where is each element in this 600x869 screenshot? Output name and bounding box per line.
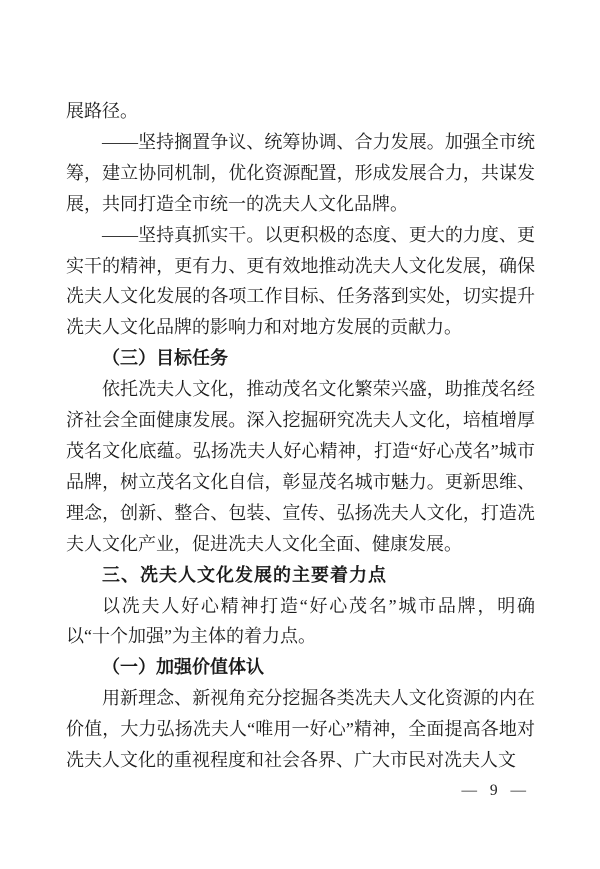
paragraph-principle-pragmatism: ——坚持真抓实干。以更积极的态度、更大的力度、更实干的精神，更有力、更有效地推动冼夫人文化发展，确保冼夫人文化发展的各项工作目标、任务落到实处，切实提升冼夫人文化品牌的影响力和对地方发展的贡献力。 bbox=[66, 224, 535, 338]
paragraph-principle-coordination: ——坚持搁置争议、统筹协调、合力发展。加强全市统筹，建立协同机制，优化资源配置，形成发展合力，共谋发展，共同打造全市统一的冼夫人文化品牌。 bbox=[66, 131, 535, 214]
paragraph-value-recognition-body: 用新理念、新视角充分挖掘各类冼夫人文化资源的内在价值，大力弘扬冼夫人“唯用一好心”精神，全面提高各地对冼夫人文化的重视程度和社会各界、广大市民对冼夫人文 bbox=[66, 688, 535, 771]
subheading-goals-tasks: （三）目标任务 bbox=[102, 348, 228, 369]
document-text-block bbox=[66, 96, 535, 776]
heading-section-three: 三、冼夫人文化发展的主要着力点 bbox=[102, 564, 387, 585]
page-number: — 9 — bbox=[461, 782, 526, 799]
paragraph-continuation: 展路径。 bbox=[66, 101, 138, 121]
subheading-value-recognition: （一）加强价值体认 bbox=[102, 657, 264, 678]
paragraph-goals-tasks-body: 依托冼夫人文化，推动茂名文化繁荣兴盛，助推茂名经济社会全面健康发展。深入挖掘研究冼夫人文化，培植增厚茂名文化底蕴。弘扬冼夫人好心精神，打造“好心茂名”城市品牌，树立茂名文化自信，彰显茂名城市魅力。更新思维、理念，创新、整合、包装、宣传、弘扬冼夫人文化，打造冼夫人文化产业，促进冼夫人文化全面、健康发展。 bbox=[66, 379, 535, 554]
paragraph-ten-strengthenings-intro: 以冼夫人好心精神打造“好心茂名”城市品牌，明确以“十个加强”为主体的着力点。 bbox=[66, 595, 535, 647]
